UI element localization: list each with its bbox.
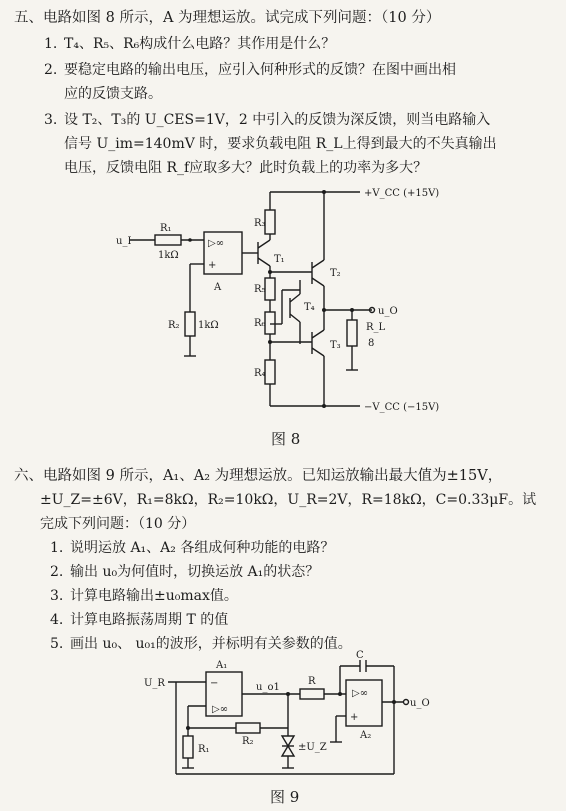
- ur-label: U_R: [144, 678, 165, 689]
- q5-item-1: 1. T₄、R₅、R₆构成什么电路？其作用是什么？: [44, 36, 336, 52]
- uo1-label: u_o1: [256, 682, 280, 693]
- figure-9-circuit: [0, 650, 566, 780]
- q5-item-2: 2. 要稳定电路的输出电压，应引入何种形式的反馈？在图中画出相: [44, 62, 456, 78]
- vcc-neg-label: −V_CC (−15V): [364, 402, 440, 413]
- q5-item-3-cont2: 电压，反馈电阻 R_f应取多大？此时负载上的功率为多大？: [64, 160, 428, 176]
- figure-8-circuit: [0, 180, 566, 420]
- q6-item-4: 4. 计算电路振荡周期 T 的值: [50, 612, 229, 628]
- t2-label: T₂: [330, 268, 341, 279]
- q6-params: ±U_Z=±6V，R₁=8kΩ，R₂=10kΩ，U_R=2V，R=18kΩ，C=0.33μF。试: [40, 492, 537, 508]
- q5-item-2-cont: 应的反馈支路。: [64, 86, 162, 102]
- r5-label: R₅: [254, 284, 266, 295]
- t1-label: T₁: [274, 254, 285, 265]
- rl-value: 8: [368, 338, 375, 349]
- q6-item-5: 5. 画出 u₀、 u₀₁的波形，并标明有关参数的值。: [50, 636, 352, 652]
- ui-label: u_I: [116, 236, 132, 247]
- r2-value: 1kΩ: [198, 320, 219, 331]
- a1-symbol: ▷∞: [212, 704, 229, 715]
- figure-8-caption: 图 8: [271, 430, 301, 448]
- a2-symbol: ▷∞: [352, 688, 369, 699]
- opamp-plus: +: [208, 260, 217, 271]
- a2-plus: +: [350, 712, 359, 723]
- q6-instruction: 完成下列问题：（10 分）: [40, 516, 196, 532]
- uo-label-9: u_O: [410, 698, 430, 709]
- r2-label: R₂: [168, 320, 180, 331]
- q5-item-3: 3. 设 T₂、T₃的 U_CES=1V，2 中引入的反馈为深反馈，则当电路输入: [44, 112, 491, 128]
- q5-item-3-cont1: 信号 U_im=140mV 时，要求负载电阻 R_L上得到最大的不失真输出: [64, 136, 497, 152]
- r2-label-9: R₂: [242, 736, 254, 747]
- r4-label: R₄: [254, 368, 266, 379]
- r1-label: R₁: [160, 223, 172, 234]
- r1-label-9: R₁: [198, 744, 210, 755]
- rl-label: R_L: [366, 322, 386, 333]
- uz-label: ±U_Z: [298, 742, 327, 753]
- vcc-pos-label: +V_CC (+15V): [364, 188, 440, 199]
- q6-item-2: 2. 输出 u₀为何值时，切换运放 A₁的状态？: [50, 564, 320, 580]
- c-label: C: [356, 650, 364, 661]
- q6-item-1: 1. 说明运放 A₁、A₂ 各组成何种功能的电路？: [50, 540, 335, 556]
- r-label: R: [308, 676, 316, 687]
- r6-label: R₆: [254, 318, 266, 329]
- a2-label: A₂: [360, 730, 372, 741]
- a1-label: A₁: [216, 660, 228, 671]
- r3-label: R₃: [254, 218, 266, 229]
- r1-value: 1kΩ: [158, 250, 179, 261]
- t3-label: T₃: [330, 340, 341, 351]
- q6-item-3: 3. 计算电路输出±u₀max值。: [50, 588, 238, 604]
- q5-heading: 五、电路如图 8 所示，A 为理想运放。试完成下列问题：（10 分）: [14, 10, 441, 26]
- a1-minus: −: [210, 678, 219, 689]
- uo-label: u_O: [378, 306, 398, 317]
- t4-label: T₄: [304, 302, 315, 313]
- opamp-a-label: A: [214, 282, 222, 293]
- q6-heading: 六、电路如图 9 所示，A₁、A₂ 为理想运放。已知运放输出最大值为±15V，: [14, 468, 503, 484]
- opamp-symbol: ▷∞: [208, 238, 225, 249]
- figure-9-caption: 图 9: [270, 788, 300, 806]
